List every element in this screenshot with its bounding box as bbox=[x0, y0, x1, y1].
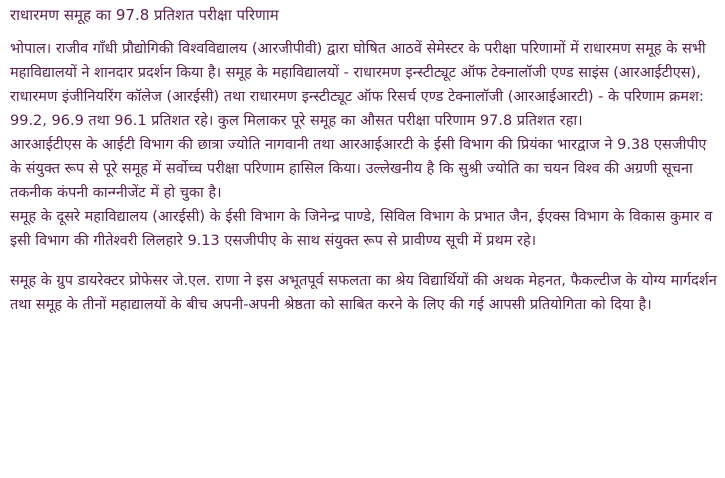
paragraph-top-scorers: आरआईटीएस के आईटी विभाग की छात्रा ज्योति नागवानी तथा आरआईआरटी के ईसी विभाग की प्रियंका भारद्वाज ने 9.38 एसजीपीए के संयुक्त रूप से पूरे समूह में सर्वोच्च परीक्षा परिणाम हासिल किया। उल्लेखनीय है कि सुश्री ज्योति का चयन विश्व की अग्रणी सूचना तकनीक कंपनी कान्ग्नीजेंट में हो चुका है। bbox=[10, 137, 707, 201]
paragraph-rec-merit-list: समूह के दूसरे महाविद्यालय (आरईसी) के ईसी विभाग के जिनेन्द्र पाण्डे, सिविल विभाग के प्रभात जैन, ईएक्स विभाग के विकास कुमार व इसी विभाग की गीतेश्वरी लिलहारे 9.13 एसजीपीए के साथ संयुक्त रूप से प्रावीण्य सूची में प्रथम रहे। bbox=[10, 209, 713, 249]
paragraph-director-statement: समूह के ग्रुप डायरेक्टर प्रोफेसर जे.एल. राणा ने इस अभूतपूर्व सफलता का श्रेय विद्यार्थियों की अथक मेहनत, फैकल्टीज के योग्य मार्गदर्शन तथा समूह के तीनों महाद्यालयों के बीच अपनी-अपनी श्रेष्ठता को साबित करने के लिए की गई आपसी प्रतियोगिता को दिया है। bbox=[10, 273, 717, 313]
article-title: राधारमण समूह का 97.8 प्रतिशत परीक्षा परिणाम bbox=[10, 6, 279, 24]
article bbox=[10, 3, 722, 317]
paragraph-results-summary: भोपाल। राजीव गाँधी प्रौद्योगिकी विश्वविद्यालय (आरजीपीवी) द्वारा घोषित आठवें सेमेस्टर के परीक्षा परिणामों में राधारमण समूह के सभी महाविद्यालयों ने शानदार प्रदर्शन किया है। समूह के महाविद्यालयों - राधारमण इन्स्टीट्यूट ऑफ टेक्नालॉजी एण्ड साइंस (आरआईटीएस), राधारमण इंजीनियरिंग कॉलेज (आरईसी) तथा राधारमण इन्स्टीट्यूट ऑफ रिसर्च एण्ड टेक्नालॉजी (आरआईआरटी) - के परिणाम क्रमश: 99.2, 96.9 तथा 96.1 प्रतिशत रहे। कुल मिलाकर पूरे समूह का औसत परीक्षा परिणाम 97.8 प्रतिशत रहा। bbox=[10, 41, 706, 129]
